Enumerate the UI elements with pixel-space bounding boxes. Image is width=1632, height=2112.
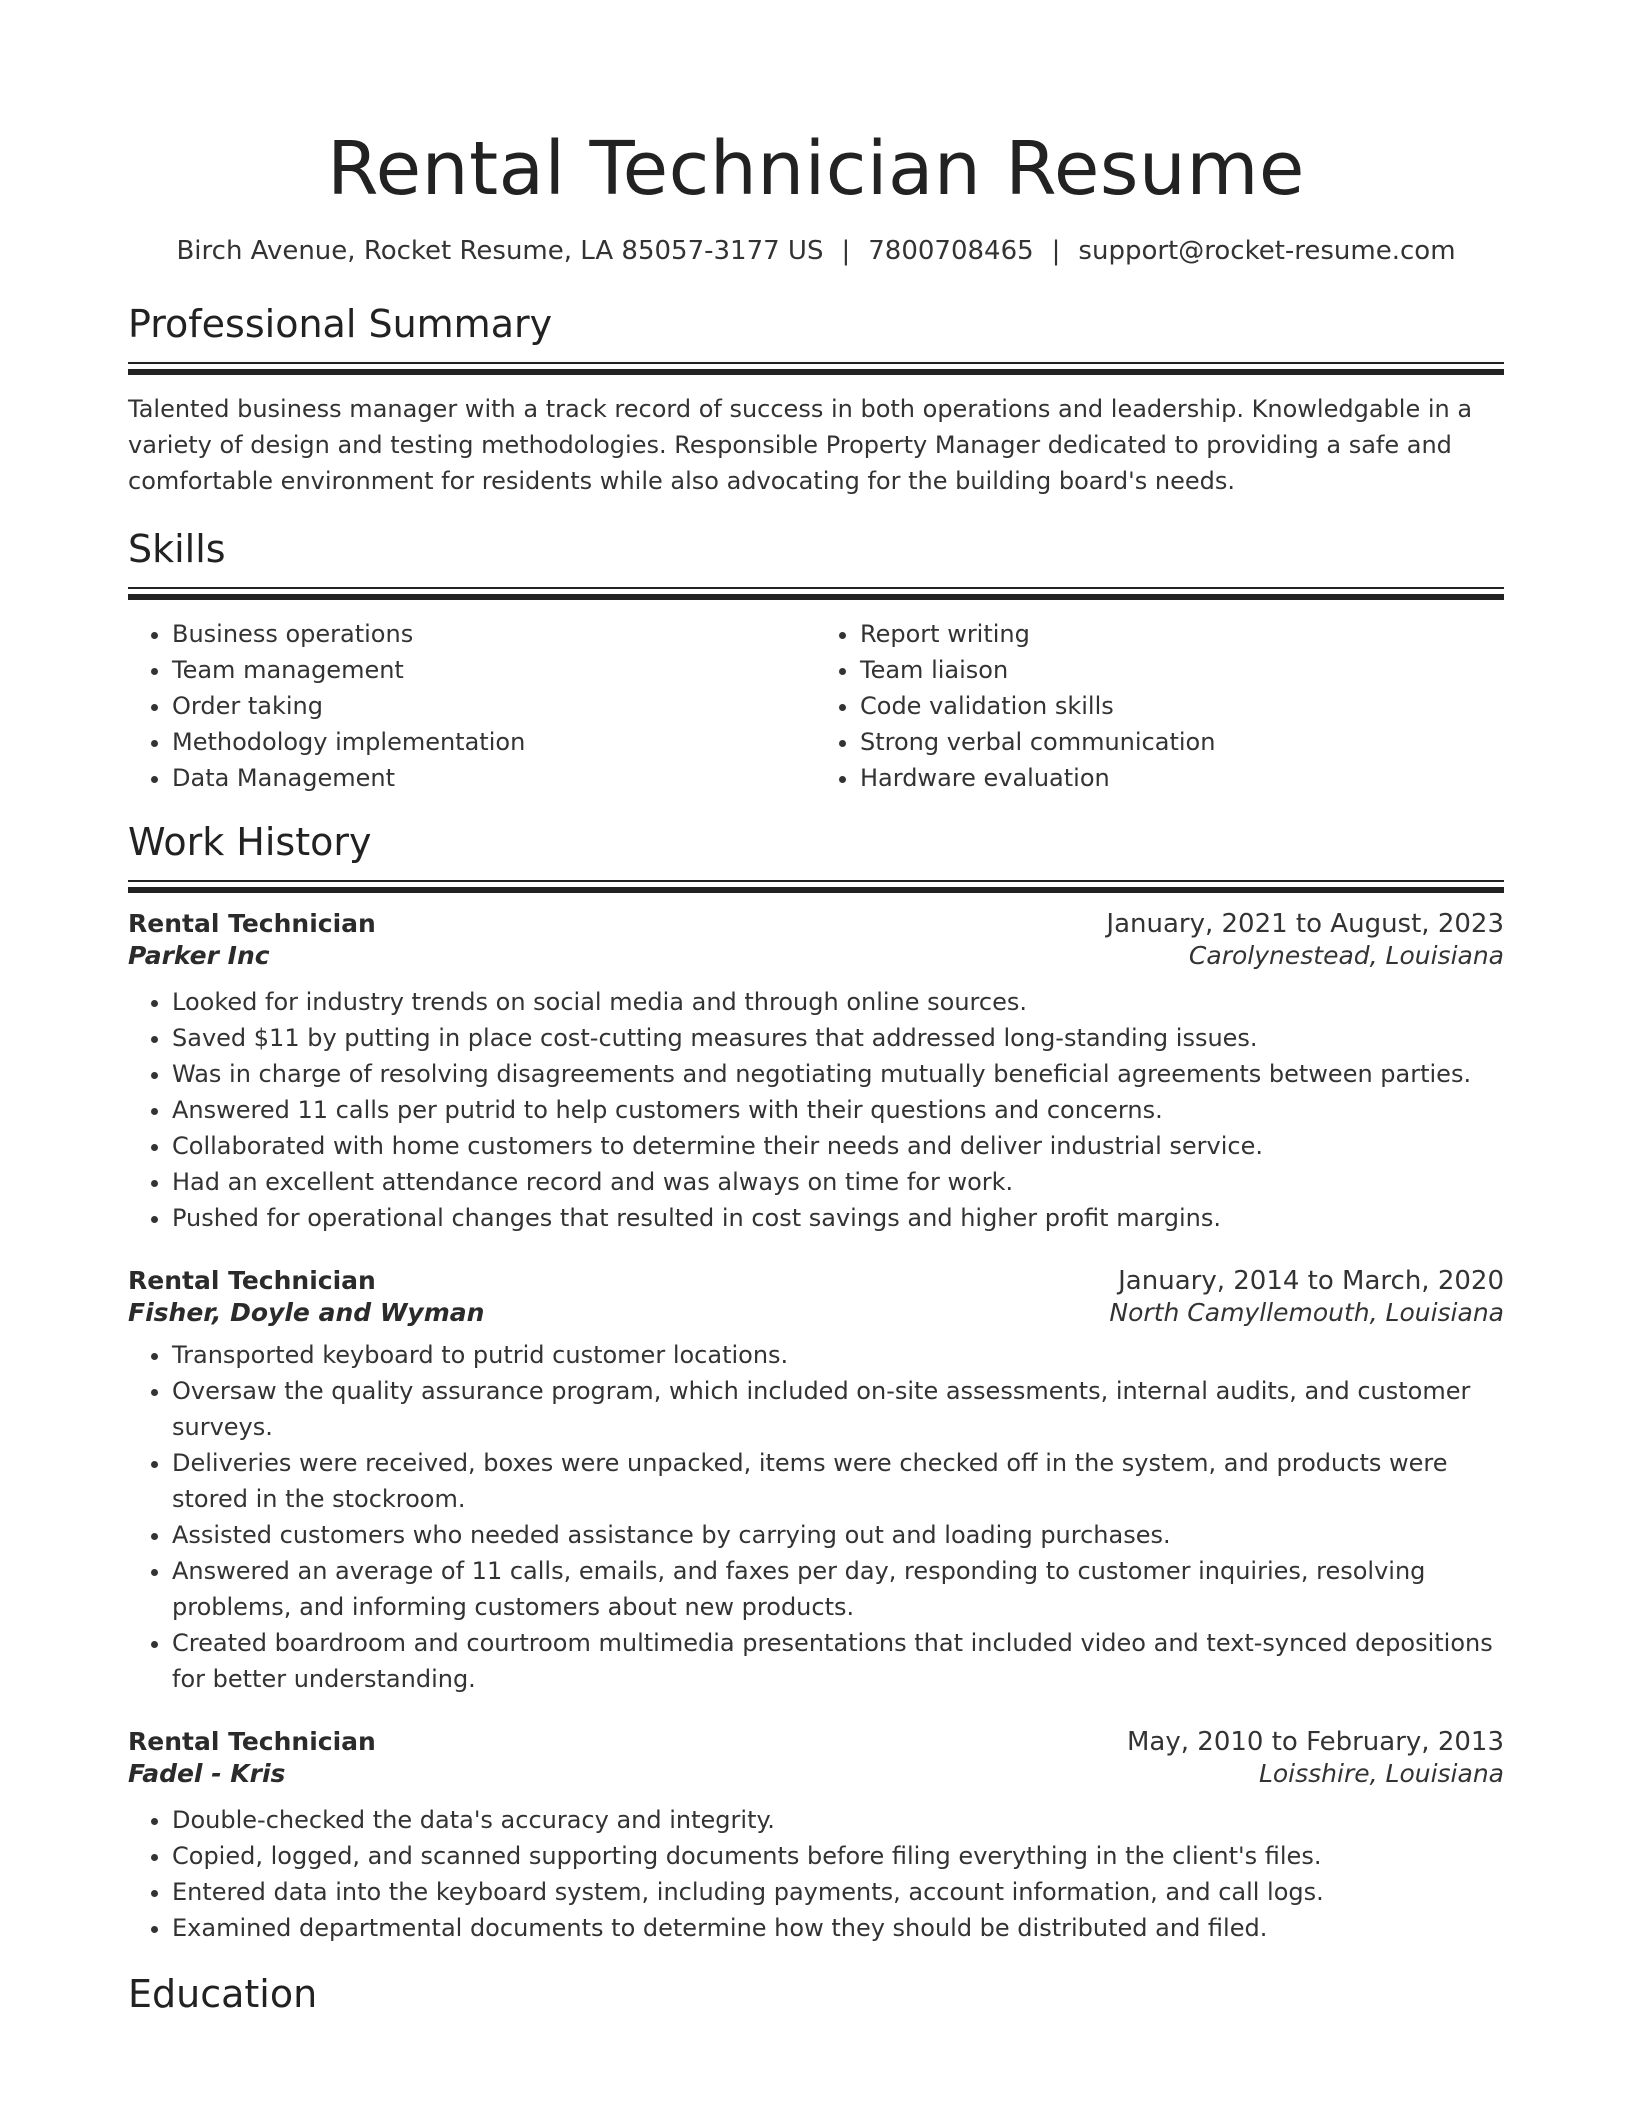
- education-section: [128, 1970, 1504, 2018]
- skill-item: • Strong verbal communication: [860, 724, 1504, 760]
- skills-list-left: [128, 616, 816, 796]
- job-bullet: • Looked for industry trends on social media and through online sources.: [172, 984, 1504, 1020]
- job-subheader-row: [128, 941, 1504, 970]
- contact-address: Birch Avenue, Rocket Resume, LA 85057-3177 US: [176, 236, 824, 266]
- job-bullet: • Examined departmental documents to determine how they should be distributed and filed.: [172, 1910, 1504, 1946]
- skill-item: • Order taking: [172, 688, 816, 724]
- summary-section: [128, 300, 1504, 499]
- skill-item: • Business operations: [172, 616, 816, 652]
- job-entry: [128, 1266, 1504, 1697]
- job-subheader-row: [128, 1298, 1504, 1327]
- job-location: Carolynestead, Louisiana: [1188, 941, 1504, 970]
- skill-item: • Team liaison: [860, 652, 1504, 688]
- job-bullet: • Assisted customers who needed assistance by carrying out and loading purchases.: [172, 1517, 1504, 1553]
- job-dates: May, 2010 to February, 2013: [1127, 1727, 1504, 1757]
- section-divider: [128, 362, 1504, 375]
- skills-section: [128, 525, 1504, 796]
- skill-item: • Methodology implementation: [172, 724, 816, 760]
- job-company: Fadel - Kris: [128, 1759, 286, 1788]
- job-header-row: [128, 1266, 1504, 1296]
- job-bullet: • Saved $11 by putting in place cost-cutting measures that addressed long-standing issues.: [172, 1020, 1504, 1056]
- section-title-work: Work History: [128, 820, 372, 864]
- resume-title: Rental Technician Resume: [327, 126, 1305, 212]
- job-bullet: • Oversaw the quality assurance program, which included on-site assessments, internal audits, and customer surveys.: [172, 1373, 1504, 1445]
- job-bullets: [128, 984, 1504, 1236]
- job-title: Rental Technician: [128, 909, 376, 938]
- job-bullet: • Answered an average of 11 calls, emails, and faxes per day, responding to customer inquiries, resolving problems, and informing customers about new products.: [172, 1553, 1504, 1625]
- job-subheader-row: [128, 1759, 1504, 1788]
- skill-item: • Report writing: [860, 616, 1504, 652]
- skill-item: • Team management: [172, 652, 816, 688]
- contact-separator: |: [841, 236, 851, 266]
- job-header-row: [128, 1727, 1504, 1757]
- section-divider: [128, 880, 1504, 893]
- job-bullet: • Transported keyboard to putrid customer locations.: [172, 1337, 1504, 1373]
- section-title-summary: Professional Summary: [128, 302, 553, 346]
- skill-item: • Hardware evaluation: [860, 760, 1504, 796]
- contact-line: [128, 236, 1504, 266]
- job-location: North Camyllemouth, Louisiana: [1109, 1298, 1504, 1327]
- skills-list-right: [816, 616, 1504, 796]
- skill-item: • Data Management: [172, 760, 816, 796]
- job-bullet: • Collaborated with home customers to determine their needs and deliver industrial service.: [172, 1128, 1504, 1164]
- job-title: Rental Technician: [128, 1727, 376, 1756]
- contact-phone: 7800708465: [868, 236, 1034, 266]
- job-dates: January, 2021 to August, 2023: [1106, 909, 1504, 939]
- job-company: Fisher, Doyle and Wyman: [128, 1298, 485, 1327]
- section-title-skills: Skills: [128, 527, 226, 571]
- job-dates: January, 2014 to March, 2020: [1118, 1266, 1504, 1296]
- job-title: Rental Technician: [128, 1266, 376, 1295]
- skill-item: • Code validation skills: [860, 688, 1504, 724]
- job-bullet: • Entered data into the keyboard system, including payments, account information, and call logs.: [172, 1874, 1504, 1910]
- job-bullet: • Had an excellent attendance record and was always on time for work.: [172, 1164, 1504, 1200]
- job-bullets: [128, 1802, 1504, 1946]
- section-title-education: Education: [128, 1972, 318, 2016]
- contact-separator: |: [1051, 236, 1061, 266]
- summary-text: Talented business manager with a track record of success in both operations and leadership. Knowledgable in a variety of design and testing methodologies. Responsible Property Manager dedicated to providing a safe and comfortable environment for residents while also advocating for the building board's needs.: [128, 395, 1473, 495]
- job-bullet: • Created boardroom and courtroom multimedia presentations that included video and text-synced depositions for better understanding.: [172, 1625, 1504, 1697]
- job-entry: [128, 1727, 1504, 1946]
- job-entry: [128, 909, 1504, 1236]
- job-bullet: • Was in charge of resolving disagreements and negotiating mutually beneficial agreements between parties.: [172, 1056, 1504, 1092]
- section-divider: [128, 587, 1504, 600]
- contact-email: support@rocket-resume.com: [1078, 236, 1456, 266]
- job-bullet: • Deliveries were received, boxes were unpacked, items were checked off in the system, and products were stored in the stockroom.: [172, 1445, 1504, 1517]
- job-company: Parker Inc: [128, 941, 270, 970]
- job-location: Loisshire, Louisiana: [1258, 1759, 1504, 1788]
- skills-grid: [128, 616, 1504, 796]
- work-section: [128, 818, 1504, 1946]
- job-bullet: • Double-checked the data's accuracy and integrity.: [172, 1802, 1504, 1838]
- job-bullet: • Pushed for operational changes that resulted in cost savings and higher profit margins.: [172, 1200, 1504, 1236]
- job-bullet: • Copied, logged, and scanned supporting documents before filing everything in the client's files.: [172, 1838, 1504, 1874]
- job-header-row: [128, 909, 1504, 939]
- job-bullet: • Answered 11 calls per putrid to help customers with their questions and concerns.: [172, 1092, 1504, 1128]
- job-bullets: [128, 1337, 1504, 1697]
